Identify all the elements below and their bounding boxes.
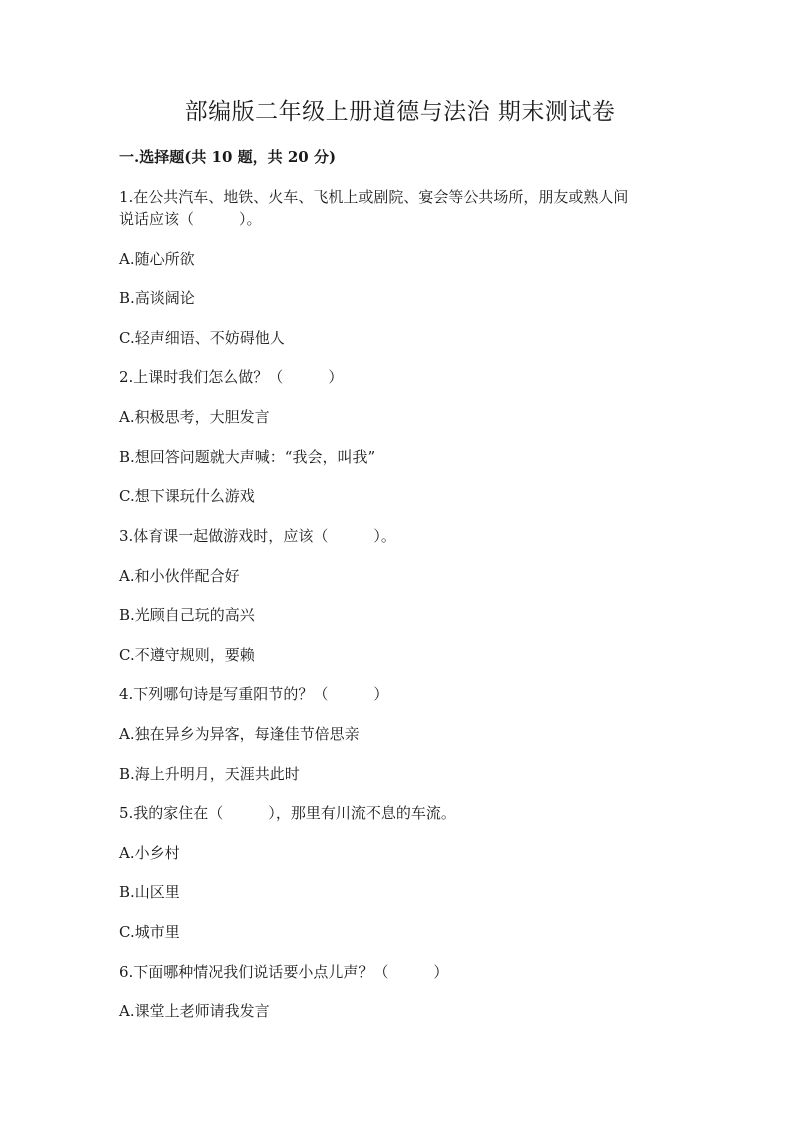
question-4-stem: 4.下列哪句诗是写重阳节的？（ ） bbox=[119, 685, 389, 703]
question-5-option-c: C.城市里 bbox=[119, 923, 180, 941]
question-2-option-b: B.想回答问题就大声喊：“我会，叫我” bbox=[119, 448, 376, 466]
question-1-stem-line-1: 1.在公共汽车、地铁、火车、飞机上或剧院、宴会等公共场所，朋友或熟人间 bbox=[119, 188, 629, 206]
question-2-option-a: A.积极思考，大胆发言 bbox=[119, 408, 270, 426]
question-1-option-a: A.随心所欲 bbox=[119, 250, 195, 268]
question-3-stem: 3.体育课一起做游戏时，应该（ ）。 bbox=[119, 527, 396, 545]
question-3-option-b: B.光顾自己玩的高兴 bbox=[119, 606, 255, 624]
section-heading: 一.选择题(共 10 题，共 20 分) bbox=[119, 148, 337, 166]
question-3-option-c: C.不遵守规则，要赖 bbox=[119, 646, 255, 664]
page-title: 部编版二年级上册道德与法治 期末测试卷 bbox=[184, 99, 616, 125]
question-6-stem: 6.下面哪种情况我们说话要小点儿声？（ ） bbox=[119, 963, 449, 981]
question-2-option-c: C.想下课玩什么游戏 bbox=[119, 487, 255, 505]
question-5-option-a: A.小乡村 bbox=[119, 844, 180, 862]
question-2-stem: 2.上课时我们怎么做？（ ） bbox=[119, 368, 344, 386]
question-1-option-b: B.高谈阔论 bbox=[119, 289, 195, 307]
question-4-option-a: A.独在异乡为异客，每逢佳节倍思亲 bbox=[119, 725, 360, 743]
question-4-option-b: B.海上升明月，天涯共此时 bbox=[119, 765, 300, 783]
question-1-option-c: C.轻声细语、不妨碍他人 bbox=[119, 329, 285, 347]
question-5-stem: 5.我的家住在（ ），那里有川流不息的车流。 bbox=[119, 804, 456, 822]
question-3-option-a: A.和小伙伴配合好 bbox=[119, 567, 240, 585]
question-5-option-b: B.山区里 bbox=[119, 883, 180, 901]
question-1-stem-line-2: 说话应该（ ）。 bbox=[119, 210, 262, 228]
question-6-option-a: A.课堂上老师请我发言 bbox=[119, 1002, 270, 1020]
